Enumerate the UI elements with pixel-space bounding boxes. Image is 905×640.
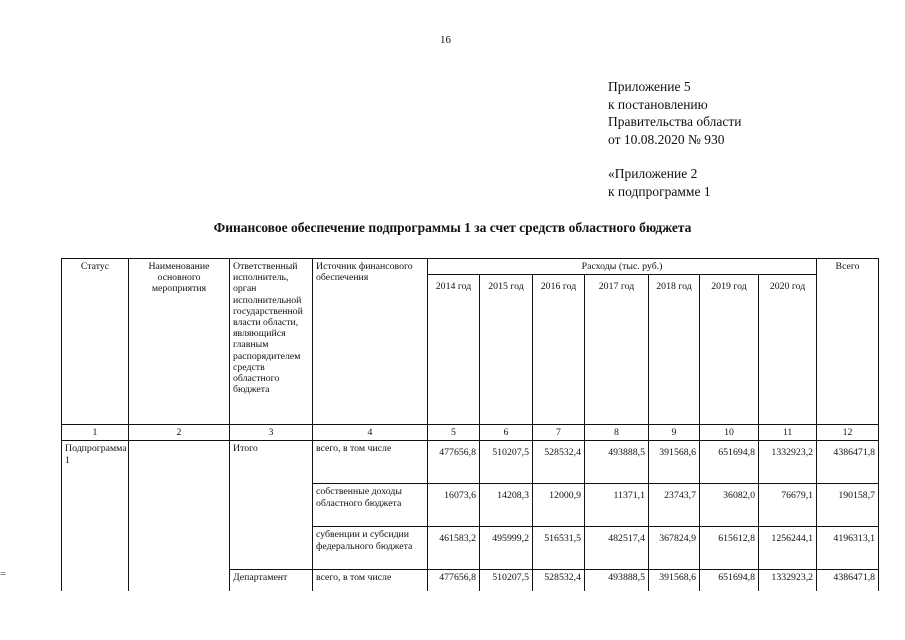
column-number: 2 xyxy=(129,425,230,441)
header-row-1 xyxy=(62,259,879,275)
header-year-2016: 2016 год xyxy=(533,275,585,425)
value-2020: 76679,1 xyxy=(759,484,817,527)
value-2015: 495999,2 xyxy=(480,527,533,570)
header-executor: Ответственный исполнитель, орган исполнительной государственной власти области, являющийся главным распорядителем средств областного бюджета xyxy=(230,259,313,425)
appendix-line-5: «Приложение 2 xyxy=(608,166,698,181)
value-2014: 477656,8 xyxy=(428,441,480,484)
column-number: 1 xyxy=(62,425,129,441)
source-cell: всего, в том числе xyxy=(313,441,428,484)
header-total: Всего xyxy=(817,259,879,425)
value-2018: 391568,6 xyxy=(649,570,700,592)
value-2020: 1332923,2 xyxy=(759,441,817,484)
appendix-line-2: к постановлению xyxy=(608,96,708,112)
value-2017: 493888,5 xyxy=(585,570,649,592)
header-expenses: Расходы (тыс. руб.) xyxy=(428,259,817,275)
source-cell: всего, в том числе xyxy=(313,570,428,592)
page-number: 16 xyxy=(440,34,451,46)
appendix-block xyxy=(608,78,741,200)
edge-mark: = xyxy=(0,568,7,580)
column-number: 8 xyxy=(585,425,649,441)
source-cell: субвенции и субсидии федерального бюджета xyxy=(313,527,428,570)
header-status: Статус xyxy=(62,259,129,425)
header-year-2015: 2015 год xyxy=(480,275,533,425)
value-2020: 1256244,1 xyxy=(759,527,817,570)
value-2017: 482517,4 xyxy=(585,527,649,570)
value-total: 190158,7 xyxy=(817,484,879,527)
status-cell: Подпрограмма 1 xyxy=(62,441,129,592)
value-2018: 23743,7 xyxy=(649,484,700,527)
value-2019: 651694,8 xyxy=(700,570,759,592)
executor-itogo: Итого xyxy=(230,441,313,570)
column-number-row xyxy=(62,425,879,441)
appendix-line-4: от 10.08.2020 № 930 xyxy=(608,131,725,147)
appendix-line-3: Правительства области xyxy=(608,114,742,129)
column-number: 10 xyxy=(700,425,759,441)
document-title: Финансовое обеспечение подпрограммы 1 за счет средств областного бюджета xyxy=(213,220,692,235)
value-2015: 510207,5 xyxy=(480,570,533,592)
value-2019: 615612,8 xyxy=(700,527,759,570)
value-2014: 461583,2 xyxy=(428,527,480,570)
value-2016: 528532,4 xyxy=(533,570,585,592)
value-2014: 477656,8 xyxy=(428,570,480,592)
value-2019: 36082,0 xyxy=(700,484,759,527)
column-number: 11 xyxy=(759,425,817,441)
value-2017: 493888,5 xyxy=(585,441,649,484)
header-year-2019: 2019 год xyxy=(700,275,759,425)
column-number: 3 xyxy=(230,425,313,441)
appendix-gap xyxy=(608,148,741,165)
header-year-2017: 2017 год xyxy=(585,275,649,425)
value-2015: 510207,5 xyxy=(480,441,533,484)
executor-dept: Департамент xyxy=(230,570,313,592)
value-2018: 367824,9 xyxy=(649,527,700,570)
value-2020: 1332923,2 xyxy=(759,570,817,592)
value-total: 4196313,1 xyxy=(817,527,879,570)
value-2016: 528532,4 xyxy=(533,441,585,484)
value-total: 4386471,8 xyxy=(817,570,879,592)
column-number: 12 xyxy=(817,425,879,441)
header-year-2018: 2018 год xyxy=(649,275,700,425)
column-number: 6 xyxy=(480,425,533,441)
appendix-line-1: Приложение 5 xyxy=(608,79,691,94)
value-2014: 16073,6 xyxy=(428,484,480,527)
appendix-line-6: к подпрограмме 1 xyxy=(608,183,711,199)
value-2015: 14208,3 xyxy=(480,484,533,527)
column-number: 5 xyxy=(428,425,480,441)
finance-table xyxy=(61,258,879,591)
value-total: 4386471,8 xyxy=(817,441,879,484)
column-number: 9 xyxy=(649,425,700,441)
value-2016: 516531,5 xyxy=(533,527,585,570)
name-cell xyxy=(129,441,230,592)
table-row xyxy=(62,441,879,484)
source-cell: собственные доходы областного бюджета xyxy=(313,484,428,527)
value-2016: 12000,9 xyxy=(533,484,585,527)
column-number: 4 xyxy=(313,425,428,441)
header-source: Источник финансового обеспечения xyxy=(313,259,428,425)
value-2019: 651694,8 xyxy=(700,441,759,484)
value-2018: 391568,6 xyxy=(649,441,700,484)
value-2017: 11371,1 xyxy=(585,484,649,527)
header-year-2020: 2020 год xyxy=(759,275,817,425)
header-year-2014: 2014 год xyxy=(428,275,480,425)
column-number: 7 xyxy=(533,425,585,441)
header-name: Наименование основного мероприятия xyxy=(129,259,230,425)
